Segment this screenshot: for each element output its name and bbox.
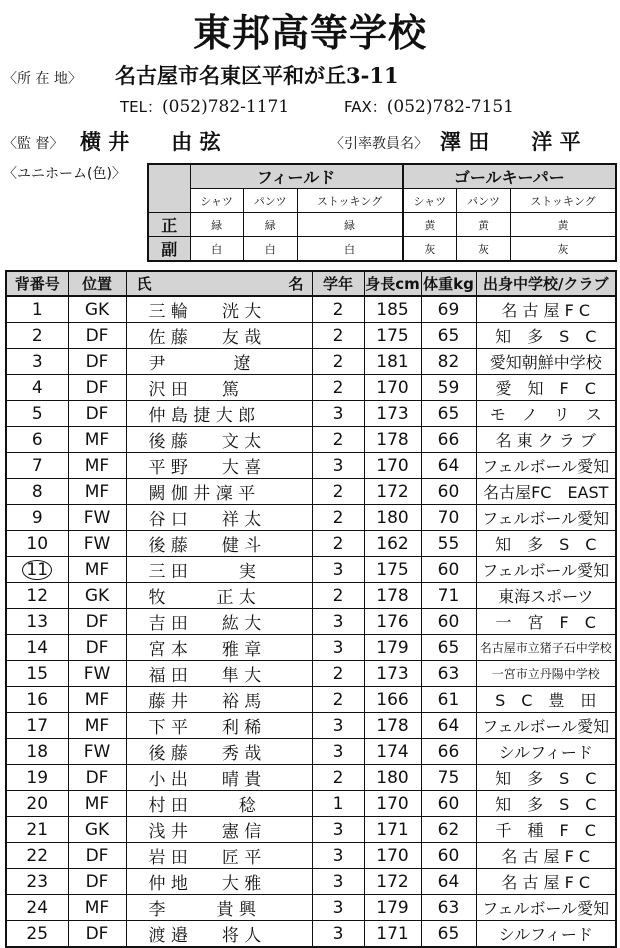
fax-line [344, 96, 514, 117]
player-position: FW [68, 505, 126, 531]
player-name: 後 藤 秀 哉 [126, 739, 312, 765]
supervisor-name: 横 井 由 弦 [80, 129, 221, 154]
player-height: 176 [364, 609, 421, 635]
player-grade: 2 [312, 479, 364, 505]
header-name-first: 氏 [136, 275, 152, 293]
player-position: MF [68, 557, 126, 583]
header-name [126, 271, 312, 296]
player-height: 178 [364, 713, 421, 739]
player-weight: 64 [421, 713, 476, 739]
player-grade: 2 [312, 349, 364, 375]
player-weight: 61 [421, 687, 476, 713]
player-height: 173 [364, 661, 421, 687]
player-name: 岩 田 匠 平 [126, 843, 312, 869]
player-height: 170 [364, 843, 421, 869]
player-weight: 55 [421, 531, 476, 557]
table-row [6, 921, 616, 948]
uniform-cell: 黄 [510, 213, 616, 237]
school-name: 東邦高等学校 [192, 11, 427, 55]
player-weight: 65 [421, 635, 476, 661]
uniform-cell: 緑 [243, 213, 297, 237]
player-height: 174 [364, 739, 421, 765]
fax-label: FAX： [344, 98, 387, 116]
player-height: 170 [364, 791, 421, 817]
uniform-cell: 灰 [403, 237, 457, 262]
player-name: 尹 遼 [126, 349, 312, 375]
player-number [6, 557, 68, 583]
player-name: 後 藤 健 斗 [126, 531, 312, 557]
player-club: 名古屋市立猪子石中学校 [476, 635, 616, 661]
player-number: 15 [6, 661, 68, 687]
uniform-cell: 灰 [510, 237, 616, 262]
tel-line [120, 96, 289, 117]
player-number: 20 [6, 791, 68, 817]
player-club: 愛知朝鮮中学校 [476, 349, 616, 375]
player-club: フェルボール愛知 [476, 505, 616, 531]
player-grade: 2 [312, 687, 364, 713]
player-name: 仲 地 大 雅 [126, 869, 312, 895]
uniform-cell: 黄 [457, 213, 511, 237]
gk-header: ゴールキーパー [403, 164, 616, 189]
player-position: FW [68, 531, 126, 557]
player-name: 吉 田 紘 大 [126, 609, 312, 635]
player-position: MF [68, 713, 126, 739]
table-row [6, 843, 616, 869]
player-weight: 63 [421, 661, 476, 687]
player-number: 16 [6, 687, 68, 713]
uniform-col: シャツ [403, 189, 457, 213]
uniform-cell: 黄 [403, 213, 457, 237]
table-row [6, 583, 616, 609]
player-grade: 3 [312, 817, 364, 843]
player-height: 175 [364, 557, 421, 583]
teacher-name: 澤 田 洋 平 [440, 129, 581, 154]
player-grade: 2 [312, 765, 364, 791]
player-weight: 64 [421, 869, 476, 895]
table-row [6, 349, 616, 375]
player-grade: 3 [312, 843, 364, 869]
player-club: 東海スポーツ [476, 583, 616, 609]
player-number: 6 [6, 427, 68, 453]
uniform-cell: 白 [243, 237, 297, 262]
player-number: 24 [6, 895, 68, 921]
player-weight: 60 [421, 609, 476, 635]
player-height: 173 [364, 401, 421, 427]
player-height: 180 [364, 505, 421, 531]
header-position: 位置 [68, 271, 126, 296]
player-number: 22 [6, 843, 68, 869]
header-grade: 学年 [312, 271, 364, 296]
player-club: 知 多 S C [476, 791, 616, 817]
player-club: 名 古 屋 F C [476, 843, 616, 869]
player-height: 181 [364, 349, 421, 375]
player-grade: 3 [312, 453, 364, 479]
player-height: 171 [364, 921, 421, 948]
player-number: 8 [6, 479, 68, 505]
player-position: DF [68, 843, 126, 869]
roster-table [5, 270, 617, 948]
uniform-col: ストッキング [510, 189, 616, 213]
player-club: モ ノ リ ス [476, 401, 616, 427]
address: 名古屋市名東区平和が丘3-11 [115, 63, 399, 88]
table-row [6, 505, 616, 531]
header-height: 身長cm [364, 271, 421, 296]
player-position: GK [68, 583, 126, 609]
uniform-cell: 白 [297, 237, 403, 262]
table-row [6, 557, 616, 583]
player-number: 12 [6, 583, 68, 609]
player-height: 179 [364, 635, 421, 661]
player-weight: 75 [421, 765, 476, 791]
player-grade: 2 [312, 296, 364, 323]
table-row [6, 609, 616, 635]
player-number: 1 [6, 296, 68, 323]
player-weight: 63 [421, 895, 476, 921]
player-grade: 3 [312, 921, 364, 948]
player-position: FW [68, 661, 126, 687]
uniform-row-label: 副 [148, 237, 190, 262]
table-row [6, 869, 616, 895]
player-weight: 65 [421, 323, 476, 349]
player-name: 闕 伽 井 凜 平 [126, 479, 312, 505]
player-height: 178 [364, 583, 421, 609]
field-header: フィールド [190, 164, 403, 189]
player-grade: 3 [312, 739, 364, 765]
player-name: 村 田 稔 [126, 791, 312, 817]
player-weight: 60 [421, 557, 476, 583]
uniform-col: パンツ [243, 189, 297, 213]
roster-header-row [6, 271, 616, 296]
player-position: DF [68, 765, 126, 791]
uniform-corner [148, 164, 190, 213]
player-club: 名古屋FC EAST [476, 479, 616, 505]
player-weight: 64 [421, 453, 476, 479]
captain-number-circle: 11 [22, 560, 52, 580]
player-weight: 66 [421, 427, 476, 453]
player-height: 175 [364, 323, 421, 349]
player-height: 170 [364, 453, 421, 479]
player-name: 小 出 晴 貴 [126, 765, 312, 791]
player-grade: 2 [312, 375, 364, 401]
player-weight: 65 [421, 401, 476, 427]
table-row [6, 895, 616, 921]
player-number: 18 [6, 739, 68, 765]
uniform-cell: 灰 [457, 237, 511, 262]
player-weight: 60 [421, 843, 476, 869]
player-position: MF [68, 687, 126, 713]
player-grade: 3 [312, 713, 364, 739]
player-name: 三 輪 洸 大 [126, 296, 312, 323]
address-label: 〈所 在 地〉 [3, 71, 82, 87]
player-weight: 60 [421, 791, 476, 817]
table-row [6, 427, 616, 453]
player-name: 牧 正 太 [126, 583, 312, 609]
player-name: 宮 本 雅 章 [126, 635, 312, 661]
player-name: 下 平 利 稀 [126, 713, 312, 739]
player-number: 19 [6, 765, 68, 791]
player-position: GK [68, 817, 126, 843]
player-position: MF [68, 479, 126, 505]
player-grade: 2 [312, 531, 364, 557]
table-row [6, 791, 616, 817]
player-grade: 3 [312, 557, 364, 583]
supervisor-label: 〈監 督〉 [3, 136, 64, 152]
player-club: 名 古 屋 F C [476, 296, 616, 323]
player-grade: 3 [312, 635, 364, 661]
tel-label: TEL： [120, 98, 162, 116]
player-club: フェルボール愛知 [476, 895, 616, 921]
player-height: 172 [364, 479, 421, 505]
player-name: 三 田 実 [126, 557, 312, 583]
player-number: 9 [6, 505, 68, 531]
uniform-cell: 白 [190, 237, 243, 262]
player-club: 知 多 S C [476, 765, 616, 791]
player-club: フェルボール愛知 [476, 713, 616, 739]
player-weight: 82 [421, 349, 476, 375]
player-name: 佐 藤 友 哉 [126, 323, 312, 349]
player-position: DF [68, 375, 126, 401]
player-grade: 3 [312, 609, 364, 635]
player-position: DF [68, 349, 126, 375]
table-row [6, 817, 616, 843]
player-position: MF [68, 895, 126, 921]
player-position: DF [68, 921, 126, 948]
player-grade: 2 [312, 661, 364, 687]
player-club: 愛 知 F C [476, 375, 616, 401]
player-weight: 62 [421, 817, 476, 843]
player-height: 179 [364, 895, 421, 921]
player-grade: 2 [312, 505, 364, 531]
player-position: DF [68, 323, 126, 349]
player-position: DF [68, 869, 126, 895]
player-position: MF [68, 427, 126, 453]
player-number: 17 [6, 713, 68, 739]
player-height: 166 [364, 687, 421, 713]
player-height: 185 [364, 296, 421, 323]
header-number: 背番号 [6, 271, 68, 296]
uniform-table [147, 163, 617, 262]
player-club: シルフィード [476, 739, 616, 765]
table-row [6, 635, 616, 661]
player-club: 知 多 S C [476, 323, 616, 349]
player-club: 名 東 ク ラ ブ [476, 427, 616, 453]
player-name: 福 田 隼 大 [126, 661, 312, 687]
fax-number: (052)782-7151 [386, 97, 514, 117]
player-weight: 59 [421, 375, 476, 401]
player-height: 171 [364, 817, 421, 843]
player-club: 千 種 F C [476, 817, 616, 843]
player-position: FW [68, 739, 126, 765]
player-grade: 1 [312, 791, 364, 817]
player-club: 一 宮 F C [476, 609, 616, 635]
player-position: GK [68, 296, 126, 323]
header-name-last: 名 [288, 275, 304, 293]
table-row [6, 323, 616, 349]
table-row [6, 375, 616, 401]
player-grade: 3 [312, 401, 364, 427]
player-weight: 66 [421, 739, 476, 765]
player-number: 4 [6, 375, 68, 401]
uniform-col: パンツ [457, 189, 511, 213]
table-row [6, 713, 616, 739]
player-name: 平 野 大 喜 [126, 453, 312, 479]
player-grade: 2 [312, 323, 364, 349]
player-weight: 65 [421, 921, 476, 948]
uniform-cell: 緑 [190, 213, 243, 237]
table-row [6, 453, 616, 479]
player-position: MF [68, 453, 126, 479]
player-club: シルフィード [476, 921, 616, 948]
player-number: 23 [6, 869, 68, 895]
player-name: 浅 井 憲 信 [126, 817, 312, 843]
player-grade: 3 [312, 895, 364, 921]
table-row [6, 765, 616, 791]
player-name: 後 藤 文 太 [126, 427, 312, 453]
player-club: 一宮市立丹陽中学校 [476, 661, 616, 687]
player-weight: 70 [421, 505, 476, 531]
player-height: 178 [364, 427, 421, 453]
uniform-col: シャツ [190, 189, 243, 213]
player-grade: 2 [312, 583, 364, 609]
player-number: 3 [6, 349, 68, 375]
player-club: 名 古 屋 F C [476, 869, 616, 895]
uniform-cell: 緑 [297, 213, 403, 237]
player-club: S C 豊 田 [476, 687, 616, 713]
player-number: 25 [6, 921, 68, 948]
player-name: 李 貴 興 [126, 895, 312, 921]
player-number: 2 [6, 323, 68, 349]
player-height: 170 [364, 375, 421, 401]
player-height: 180 [364, 765, 421, 791]
player-club: 知 多 S C [476, 531, 616, 557]
player-grade: 2 [312, 427, 364, 453]
uniform-col: ストッキング [297, 189, 403, 213]
table-row [6, 531, 616, 557]
teacher-label: 〈引率教員名〉 [330, 136, 428, 152]
player-name: 仲 島 捷 大 郎 [126, 401, 312, 427]
table-row [6, 739, 616, 765]
player-weight: 71 [421, 583, 476, 609]
player-name: 渡 邉 将 人 [126, 921, 312, 948]
player-number: 14 [6, 635, 68, 661]
player-position: DF [68, 635, 126, 661]
table-row [6, 687, 616, 713]
player-number: 21 [6, 817, 68, 843]
player-position: DF [68, 401, 126, 427]
player-height: 162 [364, 531, 421, 557]
player-name: 谷 口 祥 太 [126, 505, 312, 531]
player-weight: 69 [421, 296, 476, 323]
uniform-row-label: 正 [148, 213, 190, 237]
uniform-label: 〈ユニホーム(色)〉 [3, 166, 126, 182]
table-row [6, 401, 616, 427]
header-weight: 体重kg [421, 271, 476, 296]
player-club: フェルボール愛知 [476, 453, 616, 479]
player-number: 13 [6, 609, 68, 635]
player-height: 172 [364, 869, 421, 895]
player-position: MF [68, 791, 126, 817]
tel-number: (052)782-1171 [162, 97, 290, 117]
table-row [6, 296, 616, 323]
player-position: DF [68, 609, 126, 635]
player-number: 5 [6, 401, 68, 427]
player-name: 沢 田 篤 [126, 375, 312, 401]
table-row [6, 661, 616, 687]
player-name: 藤 井 裕 馬 [126, 687, 312, 713]
table-row [6, 479, 616, 505]
player-number: 7 [6, 453, 68, 479]
header-club: 出身中学校/クラブ [476, 271, 616, 296]
player-club: フェルボール愛知 [476, 557, 616, 583]
player-weight: 60 [421, 479, 476, 505]
player-grade: 3 [312, 869, 364, 895]
player-number: 10 [6, 531, 68, 557]
